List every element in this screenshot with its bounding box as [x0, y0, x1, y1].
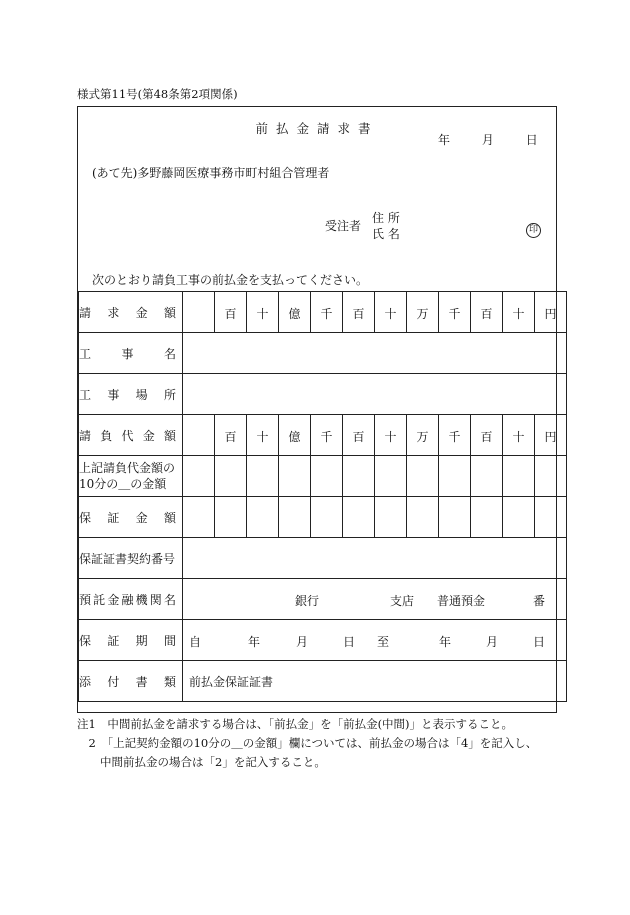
note-2-line1: 2 「上記契約金額の10分の＿の金額」欄については、前払金の場合は「4」を記入し、 [77, 736, 538, 750]
bank-info [183, 579, 566, 619]
digit-unit: 百 [224, 430, 237, 444]
digit-unit: 十 [256, 430, 269, 444]
fraction-amount-label [79, 456, 183, 497]
period-month2: 月 [486, 635, 499, 649]
guarantee-period-row [79, 620, 567, 661]
digit-unit: 百 [480, 430, 493, 444]
digit-cell[interactable] [471, 292, 503, 333]
fraction-label-line2: 10分の＿の金額 [79, 477, 167, 491]
work-name-label [79, 333, 183, 374]
deposit-bank-row [79, 579, 567, 620]
digit-cell[interactable] [343, 415, 375, 456]
addressee: (あて先)多野藤岡医療事務市町村組合管理者 [92, 166, 330, 180]
digit-unit: 円 [544, 307, 557, 321]
request-amount-text [79, 304, 182, 321]
label-char: 事 [121, 346, 134, 361]
deposit-bank-field[interactable] [183, 579, 567, 620]
digit-unit: 円 [544, 430, 557, 444]
request-amount-label [79, 292, 183, 333]
label-char: 工 [79, 387, 92, 402]
digit-cell[interactable] [247, 292, 279, 333]
attachments-label [79, 661, 183, 702]
label-char: 証 [107, 633, 120, 648]
digit-cell[interactable] [215, 292, 247, 333]
work-location-field[interactable] [183, 374, 567, 415]
guarantee-number-label: 保証証書契約番号 [79, 538, 183, 579]
digit-unit: 億 [288, 307, 301, 321]
label-char: 額 [163, 510, 176, 525]
digit-cell[interactable] [311, 292, 343, 333]
label-char: 場 [135, 387, 148, 402]
label-char: 金 [135, 305, 148, 320]
digit-cell[interactable] [279, 415, 311, 456]
digit-cell[interactable] [375, 456, 407, 497]
digit-cell[interactable] [471, 456, 503, 497]
label-char: 金 [135, 510, 148, 525]
period-to: 至 [377, 635, 390, 649]
digit-cell[interactable] [503, 497, 535, 538]
digit-cell[interactable] [247, 497, 279, 538]
label-char: 預 [79, 592, 92, 607]
digit-cell[interactable] [215, 456, 247, 497]
work-location-label [79, 374, 183, 415]
period-month1: 月 [296, 635, 309, 649]
address-label: 住 所 [372, 211, 400, 225]
label-char: 類 [163, 674, 176, 689]
digit-cell[interactable] [215, 415, 247, 456]
label-char: 名 [163, 592, 176, 607]
label-char: 融 [121, 592, 134, 607]
date-field[interactable] [438, 131, 538, 148]
account-number-suffix: 番 [533, 594, 546, 608]
label-char: 関 [149, 592, 162, 607]
account-type: 普通預金 [437, 594, 486, 608]
digit-cell[interactable] [535, 415, 567, 456]
digit-cell[interactable] [439, 292, 471, 333]
label-char: 添 [79, 674, 92, 689]
digit-unit: 百 [224, 307, 237, 321]
label-char: 書 [135, 674, 148, 689]
digit-cell[interactable] [279, 292, 311, 333]
label-char: 名 [163, 346, 176, 361]
digit-cell[interactable] [535, 292, 567, 333]
deposit-bank-label [79, 579, 183, 620]
date-day: 日 [525, 133, 538, 147]
request-amount-row [79, 292, 567, 333]
digit-cell[interactable] [247, 456, 279, 497]
guarantee-amount-text [79, 509, 182, 526]
label-char: 工 [79, 346, 92, 361]
work-name-field[interactable] [183, 333, 567, 374]
fraction-amount-row [79, 456, 567, 497]
label-char: 託 [93, 592, 106, 607]
branch-suffix: 支店 [390, 594, 415, 608]
digit-unit: 十 [512, 430, 525, 444]
digit-cell[interactable] [311, 415, 343, 456]
guarantee-number-row [79, 538, 567, 579]
digit-cell[interactable] [503, 292, 535, 333]
period-year2: 年 [439, 635, 452, 649]
digit-unit: 百 [352, 430, 365, 444]
label-char: 金 [142, 428, 155, 443]
guarantee-period-text [79, 632, 182, 649]
digit-cell[interactable] [439, 497, 471, 538]
date-month: 月 [481, 133, 494, 147]
digit-cell[interactable] [375, 497, 407, 538]
digit-unit: 千 [320, 430, 333, 444]
label-char: 事 [107, 387, 120, 402]
work-location-row [79, 374, 567, 415]
date-year: 年 [438, 133, 451, 147]
digit-cell[interactable] [407, 456, 439, 497]
digit-unit: 千 [448, 430, 461, 444]
digit-cell[interactable] [503, 415, 535, 456]
deposit-bank-text [79, 591, 182, 608]
label-char: 期 [135, 633, 148, 648]
label-char: 額 [163, 428, 176, 443]
digit-unit: 十 [256, 307, 269, 321]
contractor-label: 受注者 [325, 219, 362, 233]
digit-cell[interactable] [535, 456, 567, 497]
digit-unit: 千 [448, 307, 461, 321]
attachments-field[interactable]: 前払金保証証書 [183, 661, 567, 702]
period-info [183, 620, 566, 660]
digit-unit: 百 [480, 307, 493, 321]
digit-cell[interactable] [247, 415, 279, 456]
digit-cell[interactable] [215, 497, 247, 538]
label-char: 証 [107, 510, 120, 525]
digit-cell[interactable] [279, 497, 311, 538]
period-day1: 日 [343, 635, 356, 649]
digit-cell[interactable] [311, 456, 343, 497]
digit-cell[interactable] [183, 456, 215, 497]
digit-cell[interactable] [471, 415, 503, 456]
digit-cell[interactable] [343, 292, 375, 333]
contract-amount-text [79, 427, 182, 444]
label-char: 所 [163, 387, 176, 402]
contract-amount-row [79, 415, 567, 456]
period-day2: 日 [533, 635, 546, 649]
digit-cell[interactable] [343, 497, 375, 538]
label-char: 請 [79, 305, 92, 320]
digit-cell[interactable] [407, 292, 439, 333]
note-1: 注1 中間前払金を請求する場合は、「前払金」を「前払金(中間)」と表示すること。 [77, 717, 514, 731]
note-2-line2: 中間前払金の場合は「2」を記入すること。 [77, 755, 326, 769]
period-from: 自 [189, 635, 202, 649]
attachments-row [79, 661, 567, 702]
digit-cell[interactable] [471, 497, 503, 538]
label-char: 付 [107, 674, 120, 689]
seal-icon: 印 [526, 223, 541, 238]
digit-unit: 億 [288, 430, 301, 444]
work-location-text [79, 386, 182, 403]
notes [77, 715, 537, 772]
fraction-label-line1: 上記請負代金額の [79, 461, 176, 475]
form-header [78, 107, 556, 290]
name-label: 氏 名 [372, 227, 400, 241]
digit-cell[interactable] [535, 497, 567, 538]
label-char: 保 [79, 633, 92, 648]
guarantee-period-field[interactable] [183, 620, 567, 661]
digit-unit: 万 [416, 307, 429, 321]
digit-cell[interactable] [183, 415, 215, 456]
label-char: 額 [163, 305, 176, 320]
label-char: 求 [107, 305, 120, 320]
digit-cell[interactable] [183, 292, 215, 333]
bank-suffix: 銀行 [295, 594, 320, 608]
label-char: 保 [79, 510, 92, 525]
instruction-text: 次のとおり請負工事の前払金を支払ってください。 [92, 273, 369, 287]
digit-unit: 千 [320, 307, 333, 321]
guarantee-number-field[interactable] [183, 538, 567, 579]
digit-cell[interactable] [503, 456, 535, 497]
guarantee-amount-row [79, 497, 567, 538]
request-form [77, 106, 557, 713]
digit-unit: 百 [352, 307, 365, 321]
work-name-row [79, 333, 567, 374]
period-year1: 年 [248, 635, 261, 649]
digit-unit: 万 [416, 430, 429, 444]
form-title: 前払金請求書 [255, 121, 379, 136]
digit-unit: 十 [384, 430, 397, 444]
digit-unit: 十 [512, 307, 525, 321]
digit-cell[interactable] [311, 497, 343, 538]
label-char: 負 [100, 428, 113, 443]
contract-amount-label [79, 415, 183, 456]
digit-cell[interactable] [439, 415, 471, 456]
work-name-text [79, 345, 182, 362]
label-char: 機 [135, 592, 148, 607]
digit-cell[interactable] [375, 415, 407, 456]
label-char: 間 [163, 633, 176, 648]
label-char: 代 [121, 428, 134, 443]
form-table [78, 291, 567, 702]
form-number-label: 様式第11号(第48条第2項関係) [77, 87, 238, 101]
digit-cell[interactable] [343, 456, 375, 497]
guarantee-period-label [79, 620, 183, 661]
digit-cell[interactable] [375, 292, 407, 333]
digit-cell[interactable] [279, 456, 311, 497]
digit-cell[interactable] [183, 497, 215, 538]
label-char: 金 [107, 592, 120, 607]
label-char: 請 [79, 428, 92, 443]
digit-cell[interactable] [407, 497, 439, 538]
digit-cell[interactable] [407, 415, 439, 456]
attachments-text [79, 673, 182, 690]
digit-unit: 十 [384, 307, 397, 321]
guarantee-amount-label [79, 497, 183, 538]
digit-cell[interactable] [439, 456, 471, 497]
